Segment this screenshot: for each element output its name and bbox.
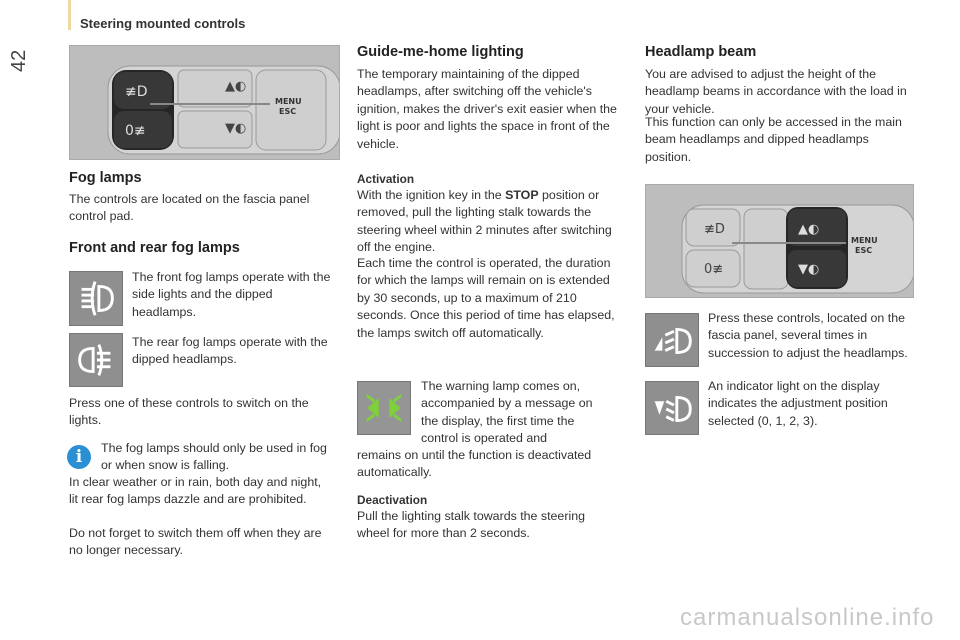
activation-post: position or removed, pull the lighting stalk towards the steering wheel within 2 minutes after switching off the engine. — [357, 188, 612, 255]
rear-fog-text: The rear fog lamps operate with the dipped headlamps. — [132, 335, 328, 367]
beam-intro: You are advised to adjust the height of the headlamp beams in accordance with the load in your vehicle. — [645, 67, 907, 116]
guide-me-home-title: Guide-me-home lighting — [357, 44, 524, 60]
activation-text — [357, 187, 619, 257]
menu-label-2: MENU — [851, 236, 878, 245]
beam-up-icon — [645, 313, 699, 367]
menu-label: MENU — [275, 97, 302, 106]
front-fog-text: The front fog lamps operate with the side lights and the dipped headlamps. — [132, 270, 331, 319]
section-header: Steering mounted controls — [80, 16, 246, 31]
fog-intro: The controls are located on the fascia panel control pad. — [69, 192, 310, 224]
headlamp-beam-title: Headlamp beam — [645, 44, 757, 60]
fog-note2-text: In clear weather or in rain, both day and night, lit rear fog lamps dazzle and are prohibited. — [69, 475, 322, 507]
guide-me-home-warning-icon — [357, 381, 411, 435]
page-number: 42 — [8, 49, 30, 72]
esc-label-2: ESC — [855, 246, 873, 255]
svg-text:▲◐: ▲◐ — [225, 79, 247, 94]
stop-key: STOP — [505, 188, 539, 202]
fog-note-text: The fog lamps should only be used in fog or when snow is falling. — [101, 441, 327, 473]
watermark: carmanualsonline.info — [680, 604, 935, 631]
beam-indicator-text: An indicator light on the display indicates the adjustment position selected (0, 1, 2, 3). — [708, 379, 888, 428]
rear-fog-lamp-icon — [69, 333, 123, 387]
warning-text-b: remains on until the function is deactivated automatically. — [357, 448, 592, 480]
activation-title: Activation — [357, 172, 415, 186]
info-icon: i — [67, 445, 91, 469]
svg-text:▼◐: ▼◐ — [225, 121, 247, 136]
control-panel-photo-beam — [645, 184, 914, 298]
front-rear-fog-title: Front and rear fog lamps — [69, 240, 240, 256]
control-panel-photo-fog — [69, 45, 340, 160]
svg-text:≢D: ≢D — [704, 222, 725, 237]
svg-text:▼◐: ▼◐ — [798, 262, 820, 277]
svg-text:≢D: ≢D — [125, 84, 148, 100]
fog-press-text: Press one of these controls to switch on the lights. — [69, 396, 309, 428]
warning-text-a: The warning lamp comes on, accompanied by a message on the display, the first time the control is operated and — [421, 379, 593, 446]
svg-text:0≢: 0≢ — [704, 262, 724, 277]
guide-intro: The temporary maintaining of the dipped headlamps, after switching off the vehicle's ignition, makes the driver's exit easier when the light is poor and lights the space in front of the vehicle. — [357, 67, 617, 151]
esc-label: ESC — [279, 107, 297, 116]
beam-intro2: This function can only be accessed in the main beam headlamps and dipped headlamps position. — [645, 115, 902, 164]
fog-lamps-title: Fog lamps — [69, 170, 142, 186]
beam-down-icon — [645, 381, 699, 435]
front-fog-lamp-icon — [69, 271, 123, 326]
each-time-text: Each time the control is operated, the duration for which the lamps will remain on is extended by 30 seconds, up to a maximum of 210 seconds. Once this period of time has elapsed, the lamps switch off automatically. — [357, 256, 615, 340]
fog-note3-text: Do not forget to switch them off when they are no longer necessary. — [69, 526, 322, 558]
deactivation-text: Pull the lighting stalk towards the steering wheel for more than 2 seconds. — [357, 509, 585, 541]
beam-press-text: Press these controls, located on the fascia panel, several times in succession to adjust the headlamps. — [708, 311, 908, 360]
svg-text:▲◐: ▲◐ — [798, 222, 820, 237]
activation-pre: With the ignition key in the — [357, 188, 506, 202]
header-accent-bar — [68, 0, 71, 30]
svg-text:0≢: 0≢ — [125, 123, 146, 139]
deactivation-title: Deactivation — [357, 493, 428, 507]
